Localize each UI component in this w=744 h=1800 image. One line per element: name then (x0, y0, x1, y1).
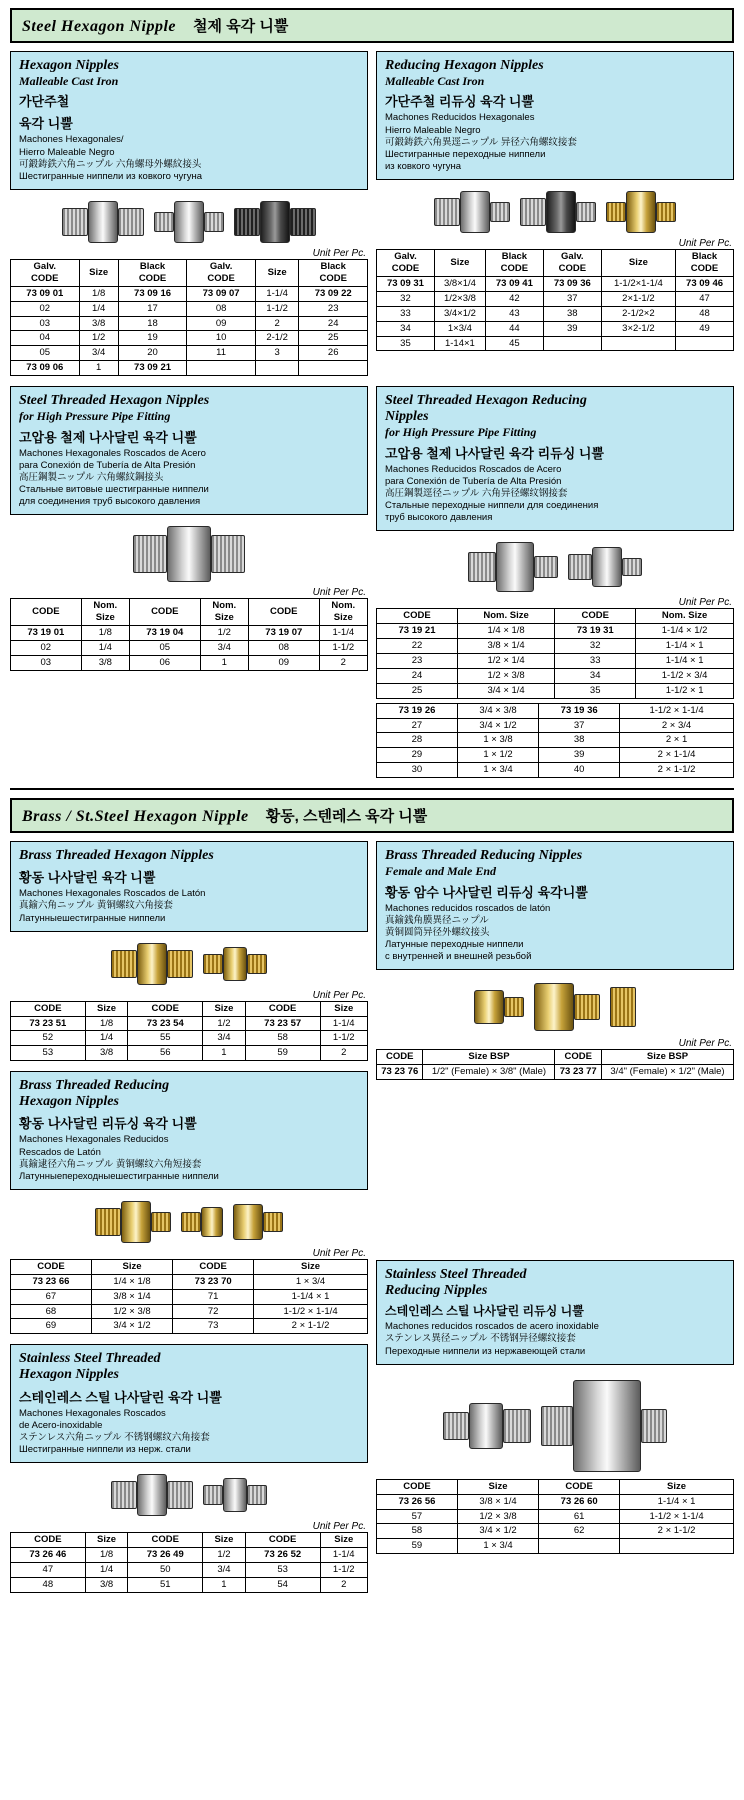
ss-reducing-header (376, 1260, 734, 1365)
col-code: CODE (11, 1533, 86, 1548)
unit-label: Unit Per Pc. (312, 989, 366, 1001)
col-size: Size (85, 1533, 128, 1548)
table-row: 47 1/4 50 3/4 53 1-1/2 (11, 1562, 368, 1577)
table-header-row (377, 609, 734, 624)
col-size: Size (601, 250, 675, 277)
steel-threaded-reducing-header (376, 386, 734, 531)
table-header-row (377, 1050, 734, 1065)
brass-reducing-hex-title-en2: Hexagon Nipples (19, 1094, 119, 1110)
banner-title-en: Brass / St.Steel Hexagon Nipple (22, 808, 249, 826)
ss-reducing-title-en2: Reducing Nipples (385, 1283, 488, 1299)
col-nom-size: Nom. Size (81, 599, 129, 626)
brass-fm-desc: Machones reducidos roscados de latón 真鍮銭角膜異径ニップル 黄铜圆筒异径外螺纹接头 Латунные переходные ниппели с внутренней и внешней резьбой (385, 902, 551, 963)
col-size: Size (320, 1001, 368, 1016)
product-image-hex-nipple (154, 200, 224, 244)
col-code: CODE (245, 1533, 320, 1548)
brass-fm-title-kr: 황동 암수 나사달린 리듀싱 육각니뿔 (385, 884, 588, 900)
steel-threaded-reducing-subtitle-en: for High Pressure Pipe Fitting (385, 425, 537, 440)
block-brass-threaded-hex (10, 841, 368, 1061)
brass-reducing-hex-desc: Machones Hexagonales Reducidos Rescados de Latón 真鍮逮径六角ニップル 黄铜螺纹六角短接套 Латунныепереходныешестигранные ниппели (19, 1134, 219, 1182)
ss-reducing-title-en: Stainless Steel Threaded (385, 1267, 527, 1283)
col-code: CODE (555, 609, 636, 624)
col-code: CODE (173, 1259, 254, 1274)
col-galv-code: Galv. CODE (377, 250, 435, 277)
table-row: 27 3/4 × 1/2 37 2 × 3/4 (377, 718, 734, 733)
hexagon-nipples-header (10, 51, 368, 190)
table-row: 73 19 01 1/8 73 19 04 1/2 73 19 07 1-1/4 (11, 626, 368, 641)
col-nom-size: Nom. Size (636, 609, 734, 624)
table-row: 73 26 56 3/8 × 1/4 73 26 60 1-1/4 × 1 (377, 1494, 734, 1509)
row-steel-threaded (10, 386, 734, 778)
col-code: CODE (248, 599, 319, 626)
col-size: Size (79, 260, 118, 287)
brass-threaded-hex-header (10, 841, 368, 932)
product-image-brass-female-male (474, 985, 524, 1029)
reducing-hex-photo (376, 184, 734, 236)
col-nom-size: Nom. Size (319, 599, 367, 626)
block-steel-threaded-reducing (376, 386, 734, 778)
brass-fm-subtitle-en: Female and Male End (385, 864, 497, 879)
unit-label: Unit Per Pc. (678, 1038, 732, 1050)
table-row: 05 3/4 20 11 3 26 (11, 346, 368, 361)
ss-threaded-hex-title-kr: 스테인레스 스틸 나사달린 육각 니뿔 (19, 1389, 222, 1405)
col-code: CODE (377, 1479, 458, 1494)
hexagon-nipples-title-kr2: 육각 니뿔 (19, 116, 73, 132)
product-image-ss-reducing-nipple (541, 1378, 667, 1474)
table-row: 52 1/4 55 3/4 58 1-1/2 (11, 1031, 368, 1046)
steel-threaded-reducing-title-kr: 고압용 철제 나사달린 육각 리듀싱 니뿔 (385, 445, 604, 461)
table-row: 25 3/4 × 1/4 35 1-1/2 × 1 (377, 683, 734, 698)
brass-threaded-hex-photo (10, 936, 368, 988)
section-banner-brass (10, 798, 734, 833)
table-row: 53 3/8 56 1 59 2 (11, 1046, 368, 1061)
brass-reducing-hex-title-en: Brass Threaded Reducing (19, 1078, 170, 1094)
reducing-hex-desc: Machones Reducidos Hexagonales Hierro Maleable Negro 可鍛鋳鉄六角異逕ニップル 异径六角螺纹接套 Шестигранные переходные ниппели из ковкого чугуна (385, 112, 577, 173)
col-code: CODE (377, 1050, 423, 1065)
product-image-reducing-nipple (606, 190, 676, 234)
product-image-ss-hex-nipple (111, 1473, 193, 1517)
steel-threaded-hex-table (10, 598, 368, 670)
steel-threaded-reducing-title-en2: Nipples (385, 409, 429, 425)
product-image-brass-reducing-nipple (95, 1200, 171, 1244)
col-code: CODE (245, 1001, 320, 1016)
table-header-row (377, 250, 734, 277)
hexagon-nipples-table (10, 259, 368, 376)
table-row: 73 26 46 1/8 73 26 49 1/2 73 26 52 1-1/4 (11, 1548, 368, 1563)
col-code: CODE (555, 1050, 601, 1065)
col-code: CODE (539, 1479, 620, 1494)
product-image-brass-hex-nipple (203, 942, 267, 986)
brass-threaded-hex-title-kr: 황동 나사달린 육각 니뿔 (19, 870, 156, 886)
table-header-row (377, 1479, 734, 1494)
product-image-steel-reducing-nipple (468, 541, 558, 593)
col-code: CODE (128, 1001, 203, 1016)
steel-threaded-reducing-title-en: Steel Threaded Hexagon Reducing (385, 393, 587, 409)
table-header-row (11, 1001, 368, 1016)
table-row: 73 19 21 1/4 × 1/8 73 19 31 1-1/4 × 1/2 (377, 624, 734, 639)
brass-fm-photo (376, 974, 734, 1036)
unit-label: Unit Per Pc. (678, 238, 732, 250)
col-size: Size (620, 1479, 734, 1494)
ss-threaded-hex-table (10, 1532, 368, 1593)
table-row: 03 3/8 18 09 2 24 (11, 316, 368, 331)
steel-threaded-reducing-desc: Machones Reducidos Roscados de Acero para Conexión de Tubería de Alta Presión 高圧鋼製逕径ニップル 六角异径螺纹钢接套 Стальные переходные ниппели для соединения труб высокого давления (385, 463, 599, 524)
col-code: CODE (377, 609, 458, 624)
product-image-reducing-nipple (520, 190, 596, 234)
brass-reducing-hex-header (10, 1071, 368, 1190)
table-row: 04 1/2 19 10 2-1/2 25 (11, 331, 368, 346)
table-row: 73 09 06 1 73 09 21 (11, 361, 368, 376)
block-ss-threaded-hex (10, 1344, 368, 1592)
hexagon-nipples-photo (10, 194, 368, 246)
unit-label: Unit Per Pc. (312, 587, 366, 599)
ss-reducing-desc: Machones reducidos roscados de acero inoxidable ステンレス異径ニップル 不锈钢异径螺纹接套 Переходные ниппели из нержавеющей стали (385, 1321, 599, 1357)
product-image-ss-hex-nipple (203, 1473, 267, 1517)
col-size: Size (320, 1533, 368, 1548)
reducing-hex-title-en: Reducing Hexagon Nipples (385, 58, 544, 73)
product-image-steel-reducing-nipple (568, 545, 642, 589)
col-size: Size (85, 1001, 128, 1016)
ss-threaded-hex-title-en2: Hexagon Nipples (19, 1367, 119, 1383)
col-code: CODE (11, 1259, 92, 1274)
table-row: 68 1/2 × 3/8 72 1-1/2 × 1-1/4 (11, 1304, 368, 1319)
reducing-hex-title-kr: 가단주철 리듀싱 육각 니뿔 (385, 94, 534, 110)
col-size: Size (203, 1001, 246, 1016)
col-size: Size (255, 260, 299, 287)
brass-fm-header (376, 841, 734, 970)
block-hexagon-nipples (10, 51, 368, 376)
unit-label: Unit Per Pc. (312, 1247, 366, 1259)
table-row: 24 1/2 × 3/8 34 1-1/2 × 3/4 (377, 668, 734, 683)
brass-reducing-hex-title-kr: 황동 나사달린 리듀싱 육각 니뿔 (19, 1116, 197, 1132)
brass-threaded-hex-table (10, 1001, 368, 1062)
table-header-row (11, 1259, 368, 1274)
banner-title-kr: 황동, 스텐레스 육각 니뿔 (265, 808, 428, 826)
ss-reducing-photo (376, 1369, 734, 1479)
steel-threaded-hex-photo (10, 519, 368, 585)
table-row: 59 1 × 3/4 (377, 1539, 734, 1554)
ss-threaded-hex-desc: Machones Hexagonales Roscados de Acero-inoxidable ステンレス六角ニップル 不锈钢螺纹六角接套 Шестигранные ниппели из нерж. стали (19, 1407, 210, 1455)
product-image-brass-hex-nipple (111, 942, 193, 986)
table-header-row (11, 599, 368, 626)
unit-label: Unit Per Pc. (312, 1521, 366, 1533)
table-row: 73 09 31 3/8×1/4 73 09 41 73 09 36 1-1/2×1-1/4 73 09 46 (377, 277, 734, 292)
ss-threaded-hex-header (10, 1344, 368, 1463)
table-row: 67 3/8 × 1/4 71 1-1/4 × 1 (11, 1289, 368, 1304)
hexagon-nipples-title-en: Hexagon Nipples (19, 58, 119, 73)
brass-reducing-hex-photo (10, 1194, 368, 1246)
block-reducing-hexagon-nipples (376, 51, 734, 351)
steel-threaded-hex-title-kr: 고압용 철제 나사달린 육각 니뿔 (19, 429, 197, 445)
product-image-reducing-nipple (434, 190, 510, 234)
table-row: 03 3/8 06 1 09 2 (11, 655, 368, 670)
table-row: 32 1/2×3/8 42 37 2×1-1/2 47 (377, 291, 734, 306)
unit-label: Unit Per Pc. (312, 248, 366, 260)
reducing-hex-subtitle-en: Malleable Cast Iron (385, 74, 485, 89)
col-nom-size: Nom. Size (200, 599, 248, 626)
steel-threaded-reducing-table-bottom (376, 703, 734, 778)
row-brass (10, 841, 734, 1593)
col-black-code: Black CODE (118, 260, 187, 287)
table-row: 69 3/4 × 1/2 73 2 × 1-1/2 (11, 1319, 368, 1334)
brass-fm-title-en: Brass Threaded Reducing Nipples (385, 848, 583, 864)
col-black-code: Black CODE (676, 250, 734, 277)
table-row: 73 19 26 3/4 × 3/8 73 19 36 1-1/2 × 1-1/4 (377, 703, 734, 718)
col-size-bsp: Size BSP (423, 1050, 555, 1065)
block-steel-threaded-hex (10, 386, 368, 671)
brass-threaded-hex-desc: Machones Hexagonales Roscados de Latón 真鍮六角ニップル 黄铜螺纹六角接套 Латунныешестигранные ниппели (19, 888, 206, 924)
unit-label: Unit Per Pc. (678, 597, 732, 609)
col-code: CODE (128, 1533, 203, 1548)
table-row: 73 23 51 1/8 73 23 54 1/2 73 23 57 1-1/4 (11, 1016, 368, 1031)
steel-threaded-hex-header (10, 386, 368, 515)
steel-threaded-hex-desc: Machones Hexagonales Roscados de Acero para Conexión de Tubería de Alta Presión 高圧鋼製ニップル 六角螺紋鋼接头 Стальные витовые шестигранные ниппели для соединения труб высокого давления (19, 447, 209, 508)
table-row: 73 23 66 1/4 × 1/8 73 23 70 1 × 3/4 (11, 1274, 368, 1289)
table-row: 22 3/8 × 1/4 32 1-1/4 × 1 (377, 639, 734, 654)
product-image-brass-reducing-nipple (181, 1200, 223, 1244)
col-nom-size: Nom. Size (457, 609, 554, 624)
hexagon-nipples-subtitle-en: Malleable Cast Iron (19, 74, 119, 89)
col-size-bsp: Size BSP (601, 1050, 733, 1065)
col-brass-right (376, 841, 734, 1554)
section-divider (10, 788, 734, 790)
table-row: 28 1 × 3/8 38 2 × 1 (377, 733, 734, 748)
table-row: 29 1 × 1/2 39 2 × 1-1/4 (377, 748, 734, 763)
col-galv-code: Galv. CODE (11, 260, 80, 287)
col-galv-code: Galv. CODE (187, 260, 256, 287)
brass-fm-table (376, 1049, 734, 1080)
table-row: 23 1/2 × 1/4 33 1-1/4 × 1 (377, 654, 734, 669)
table-row: 57 1/2 × 3/8 61 1-1/2 × 1-1/4 (377, 1509, 734, 1524)
product-image-hex-nipple-black (234, 200, 316, 244)
hexagon-nipples-title-kr1: 가단주철 (19, 94, 70, 110)
table-row: 30 1 × 3/4 40 2 × 1-1/2 (377, 763, 734, 778)
steel-threaded-reducing-photo (376, 535, 734, 595)
table-row: 58 3/4 × 1/2 62 2 × 1-1/2 (377, 1524, 734, 1539)
table-header-row (11, 260, 368, 287)
col-galv-code: Galv. CODE (543, 250, 601, 277)
table-row: 33 3/4×1/2 43 38 2-1/2×2 48 (377, 306, 734, 321)
block-brass-reducing-female-male (376, 841, 734, 1080)
ss-reducing-table (376, 1479, 734, 1554)
table-row: 34 1×3/4 44 39 3×2-1/2 49 (377, 321, 734, 336)
product-image-ss-reducing-nipple (443, 1396, 531, 1456)
reducing-hex-header (376, 51, 734, 180)
block-ss-threaded-reducing (376, 1260, 734, 1554)
table-header-row (11, 1533, 368, 1548)
hexagon-nipples-desc: Machones Hexagonales/ Hierro Maleable Negro 可鍛鋳鉄六角ニップル 六角螺母外螺紋接头 Шестигранные ниппели из ковкого чугуна (19, 134, 203, 182)
table-row: 73 09 01 1/8 73 09 16 73 09 07 1-1/4 73 09 22 (11, 286, 368, 301)
col-size: Size (434, 250, 485, 277)
table-row: 73 23 76 1/2" (Female) × 3/8" (Male) 73 23 77 3/4" (Female) × 1/2" (Male) (377, 1065, 734, 1080)
banner-title-en: Steel Hexagon Nipple (22, 18, 176, 35)
col-size: Size (457, 1479, 538, 1494)
table-row: 02 1/4 05 3/4 08 1-1/2 (11, 641, 368, 656)
col-code: CODE (11, 599, 82, 626)
ss-threaded-hex-photo (10, 1467, 368, 1519)
banner-title-kr: 철제 육각 니뿔 (193, 18, 289, 35)
section-banner-steel (10, 8, 734, 43)
table-row: 02 1/4 17 08 1-1/2 23 (11, 301, 368, 316)
steel-threaded-hex-title-en: Steel Threaded Hexagon Nipples (19, 393, 210, 409)
product-image-steel-hex-nipple (133, 525, 245, 583)
table-row: 35 1-14×1 45 (377, 336, 734, 351)
col-code: CODE (129, 599, 200, 626)
ss-reducing-title-kr: 스테인레스 스틸 나사달린 리듀싱 니뿔 (385, 1304, 584, 1319)
col-size: Size (254, 1259, 368, 1274)
col-code: CODE (11, 1001, 86, 1016)
table-row: 48 3/8 51 1 54 2 (11, 1577, 368, 1592)
row-hex-nipples (10, 51, 734, 376)
steel-threaded-hex-subtitle-en: for High Pressure Pipe Fitting (19, 409, 171, 424)
col-size: Size (91, 1259, 172, 1274)
brass-threaded-hex-title-en: Brass Threaded Hexagon Nipples (19, 848, 214, 864)
product-image-brass-female-male (610, 985, 636, 1029)
product-image-brass-female-male (534, 985, 600, 1029)
reducing-hex-table (376, 249, 734, 351)
brass-reducing-hex-table (10, 1259, 368, 1334)
ss-threaded-hex-title-en: Stainless Steel Threaded (19, 1351, 161, 1367)
col-brass-left (10, 841, 368, 1593)
product-image-brass-reducing-nipple (233, 1200, 283, 1244)
block-brass-reducing-hex (10, 1071, 368, 1334)
col-black-code: Black CODE (299, 260, 368, 287)
product-image-hex-nipple (62, 200, 144, 244)
col-size: Size (203, 1533, 246, 1548)
col-black-code: Black CODE (485, 250, 543, 277)
steel-threaded-reducing-table-top (376, 608, 734, 698)
